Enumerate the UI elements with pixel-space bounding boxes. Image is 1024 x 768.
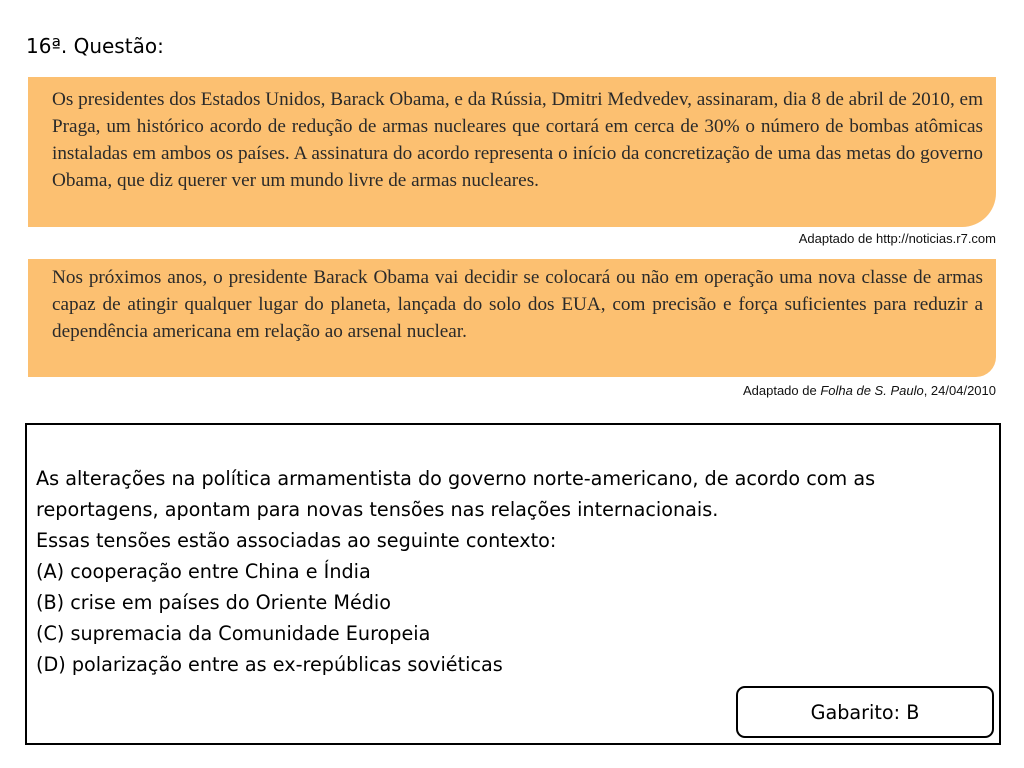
excerpt-box-2 — [28, 259, 996, 377]
answer-box — [736, 686, 994, 738]
option-c: (C) supremacia da Comunidade Europeia — [36, 622, 431, 645]
excerpt-text-2: Nos próximos anos, o presidente Barack Obama vai decidir se colocará ou não em operação uma nova classe de armas capaz de atingir qualquer lugar do planeta, lançada do solo dos EUA, com precisão e força suficientes para reduzir a dependência americana em relação ao arsenal nuclear. — [52, 267, 983, 342]
excerpt-text-1: Os presidentes dos Estados Unidos, Barack Obama, e da Rússia, Dmitri Medvedev, assinaram, dia 8 de abril de 2010, em Praga, um histórico acordo de redução de armas nucleares que cortará em cerca de 30% o número de bombas atômicas instaladas em ambos os países. A assinatura do acordo representa o início da concretização de uma das metas do governo Obama, que diz querer ver um mundo livre de armas nucleares. — [52, 89, 983, 191]
excerpt-source-1: Adaptado de http://noticias.r7.com — [798, 231, 996, 246]
prompt-line-3: Essas tensões estão associadas ao seguinte contexto: — [36, 529, 557, 552]
question-title: 16ª. Questão: — [26, 34, 164, 58]
option-a: (A) cooperação entre China e Índia — [36, 560, 371, 583]
question-body — [36, 463, 976, 680]
prompt-line-2: reportagens, apontam para novas tensões nas relações internacionais. — [36, 498, 719, 521]
answer-label: Gabarito: B — [810, 700, 920, 724]
option-d: (D) polarização entre as ex-repúblicas soviéticas — [36, 653, 503, 676]
option-b: (B) crise em países do Oriente Médio — [36, 591, 392, 614]
excerpt-source-2-publication: Folha de S. Paulo — [820, 383, 924, 398]
excerpt-source-2-prefix: Adaptado de — [742, 383, 821, 398]
excerpt-source-2-suffix: , 24/04/2010 — [923, 383, 996, 398]
excerpt-source-2 — [743, 383, 996, 399]
excerpt-box-1 — [28, 77, 996, 227]
prompt-line-1: As alterações na política armamentista do governo norte-americano, de acordo com as — [36, 467, 876, 490]
